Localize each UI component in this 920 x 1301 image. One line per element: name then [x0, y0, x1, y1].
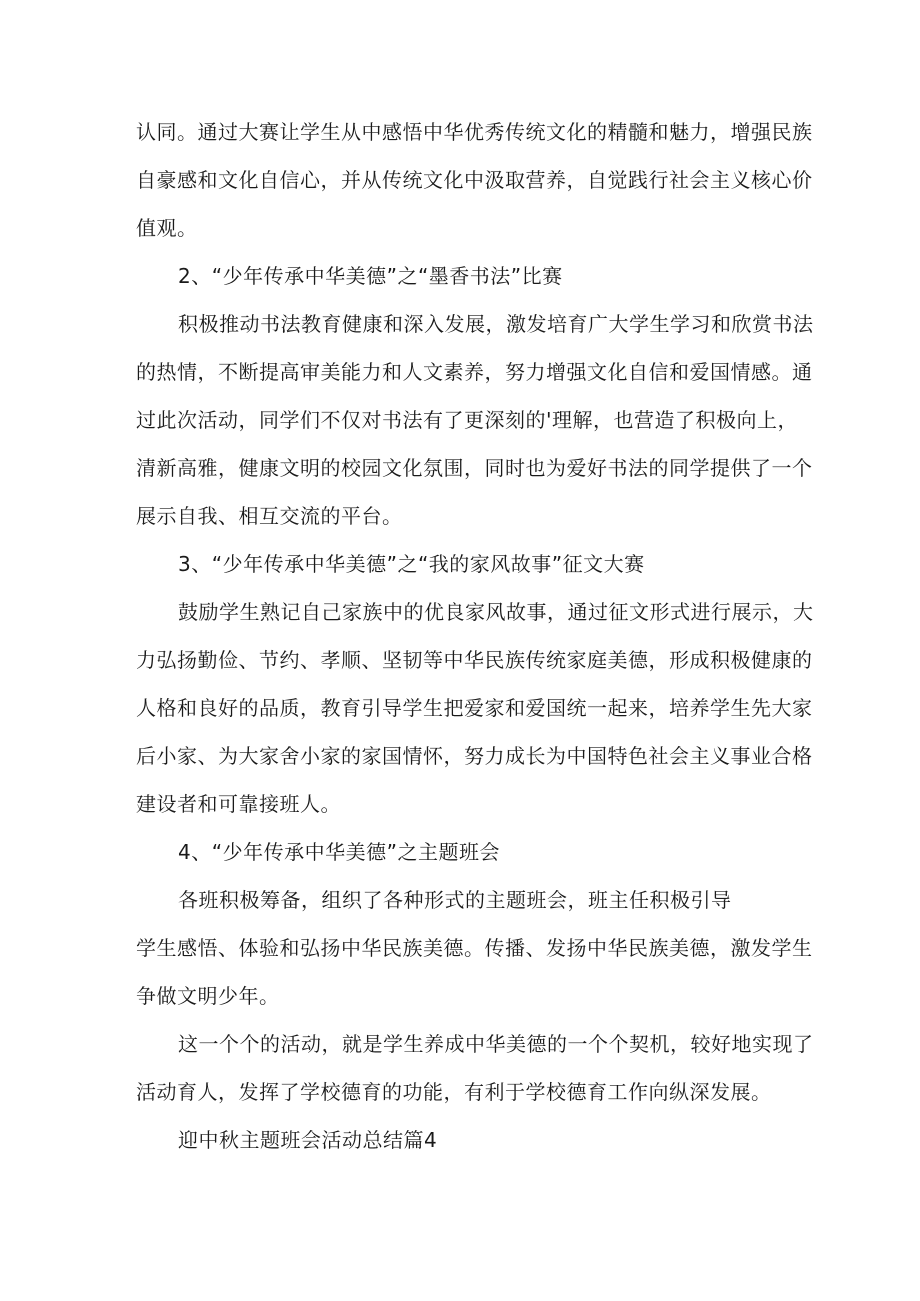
paragraph-line: 认同。通过大赛让学生从中感悟中华优秀传统文化的精髓和魅力，增强民族 — [136, 120, 813, 144]
paragraph-line: 鼓励学生熟记自己家族中的优良家风故事，通过征文形式进行展示，大 — [178, 600, 814, 624]
paragraph-line: 的热情，不断提高审美能力和人文素养，努力增强文化自信和爱国情感。通 — [136, 360, 813, 384]
paragraph-line: 自豪感和文化自信心，并从传统文化中汲取营养，自觉践行社会主义核心价 — [136, 168, 813, 192]
paragraph-line: 争做文明少年。 — [136, 984, 280, 1008]
paragraph-line: 学生感悟、体验和弘扬中华民族美德。传播、发扬中华民族美德，激发学生 — [136, 936, 813, 960]
section-heading-4: 4、“少年传承中华美德”之主题班会 — [178, 840, 500, 864]
section-heading-2: 2、“少年传承中华美德”之“墨香书法”比赛 — [178, 264, 563, 288]
paragraph-line: 后小家、为大家舍小家的家国情怀，努力成长为中国特色社会主义事业合格 — [136, 744, 813, 768]
paragraph-line: 力弘扬勤俭、节约、孝顺、坚韧等中华民族传统家庭美德，形成积极健康的 — [136, 648, 813, 672]
chapter-title: 迎中秋主题班会活动总结篇4 — [178, 1128, 438, 1152]
paragraph-line: 建设者和可靠接班人。 — [136, 792, 341, 816]
paragraph-line: 积极推动书法教育健康和深入发展，激发培育广大学生学习和欣赏书法 — [178, 312, 814, 336]
section-heading-3: 3、“少年传承中华美德”之“我的家风故事”征文大赛 — [178, 552, 645, 576]
paragraph-line: 这一个个的活动，就是学生养成中华美德的一个个契机，较好地实现了 — [178, 1032, 814, 1056]
paragraph-line: 展示自我、相互交流的平台。 — [136, 504, 403, 528]
paragraph-line: 各班积极筹备，组织了各种形式的主题班会，班主任积极引导 — [178, 888, 732, 912]
paragraph-line: 清新高雅，健康文明的校园文化氛围，同时也为爱好书法的同学提供了一个 — [136, 456, 813, 480]
paragraph-line: 人格和良好的品质，教育引导学生把爱家和爱国统一起来，培养学生先大家 — [136, 696, 813, 720]
paragraph-line: 活动育人，发挥了学校德育的功能，有利于学校德育工作向纵深发展。 — [136, 1080, 772, 1104]
paragraph-line: 值观。 — [136, 216, 198, 240]
paragraph-line: 过此次活动，同学们不仅对书法有了更深刻的'理解，也营造了积极向上， — [136, 408, 798, 432]
